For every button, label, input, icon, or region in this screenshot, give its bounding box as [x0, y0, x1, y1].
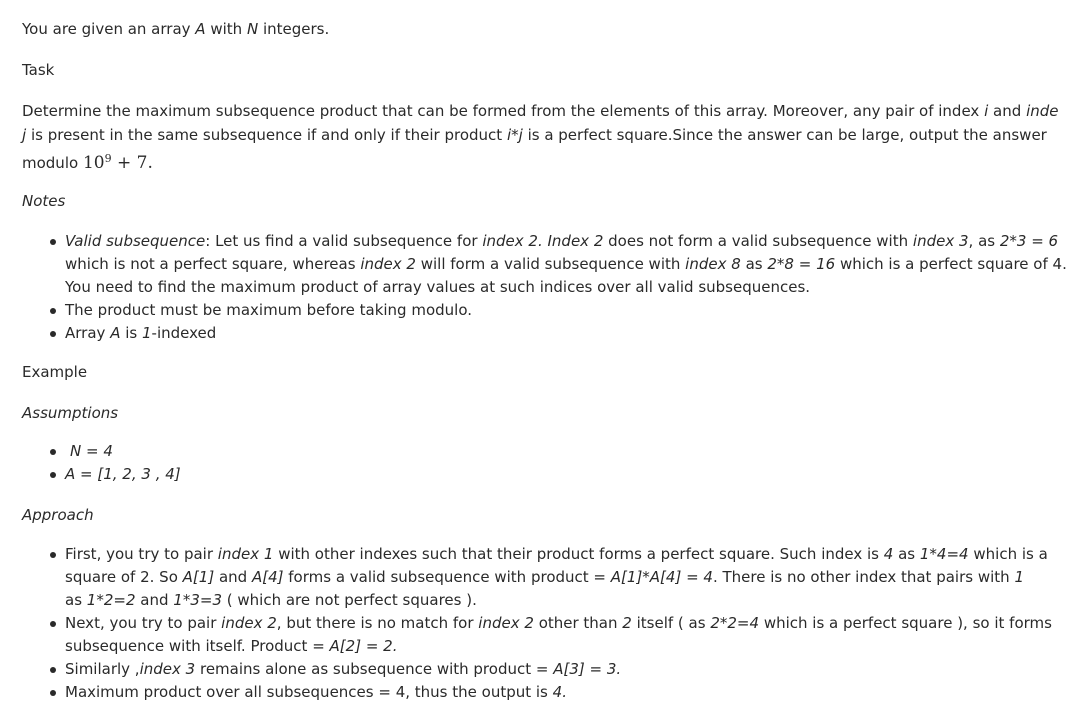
assumptions-heading: Assumptions [22, 404, 119, 422]
approach-list [22, 543, 1052, 704]
note-item-valid-subsequence: Valid subsequence: Let us find a valid subsequence for index 2. Index 2 does not form a valid subsequence with index 3, as 2*3 = 6 which is not a perfect square, whereas index 2 will form a valid subsequence with index 8 as 2*8 = 16 which is a perfect square of 4. You need to find the maximum product of array values at such indices over all valid subsequences. [65, 230, 1067, 299]
notes-heading: Notes [22, 192, 66, 210]
note-item-indexed: Array A is 1-indexed [65, 322, 1067, 345]
approach-step-2: Next, you try to pair index 2, but there is no match for index 2 other than 2 itself ( as 2*2=4 which is a perfect square ), so it forms subsequence with itself. Product = A[2] = 2. [65, 612, 1052, 658]
example-heading: Example [22, 363, 88, 381]
assumption-array: A = [1, 2, 3 , 4] [65, 463, 181, 486]
task-line-1: Determine the maximum subsequence product that can be formed from the elements of this array. Moreover, any pair of index i and inde [22, 102, 1059, 120]
approach-step-4: Maximum product over all subsequences = 4, thus the output is 4. [65, 681, 1052, 704]
assumption-n: N = 4 [65, 440, 181, 463]
intro-text: You are given an array A with N integers. [22, 20, 330, 38]
modulo-formula: $10^9 + 7$. [82, 152, 153, 173]
approach-heading: Approach [22, 506, 94, 524]
notes-list [22, 230, 1067, 345]
task-heading: Task [22, 61, 55, 79]
task-line-3: modulo $10^9 + 7$. [22, 152, 153, 173]
approach-step-3: Similarly ,index 3 remains alone as subsequence with product = A[3] = 3. [65, 658, 1052, 681]
task-description [22, 99, 1059, 175]
assumptions-list [22, 440, 181, 486]
task-line-2: j is present in the same subsequence if and only if their product i*j is a perfect square.Since the answer can be large, output the answer [22, 126, 1047, 144]
approach-step-1: First, you try to pair index 1 with other indexes such that their product forms a perfect square. Such index is 4 as 1*4=4 which is a square of 2. So A[1] and A[4] forms a valid subsequence with product = A[1]*A[4] = 4. There is no other index that pairs with 1 as 1*2=2 and 1*3=3 ( which are not perfect squares ). [65, 543, 1052, 612]
note-item-product-max: The product must be maximum before taking modulo. [65, 299, 1067, 322]
